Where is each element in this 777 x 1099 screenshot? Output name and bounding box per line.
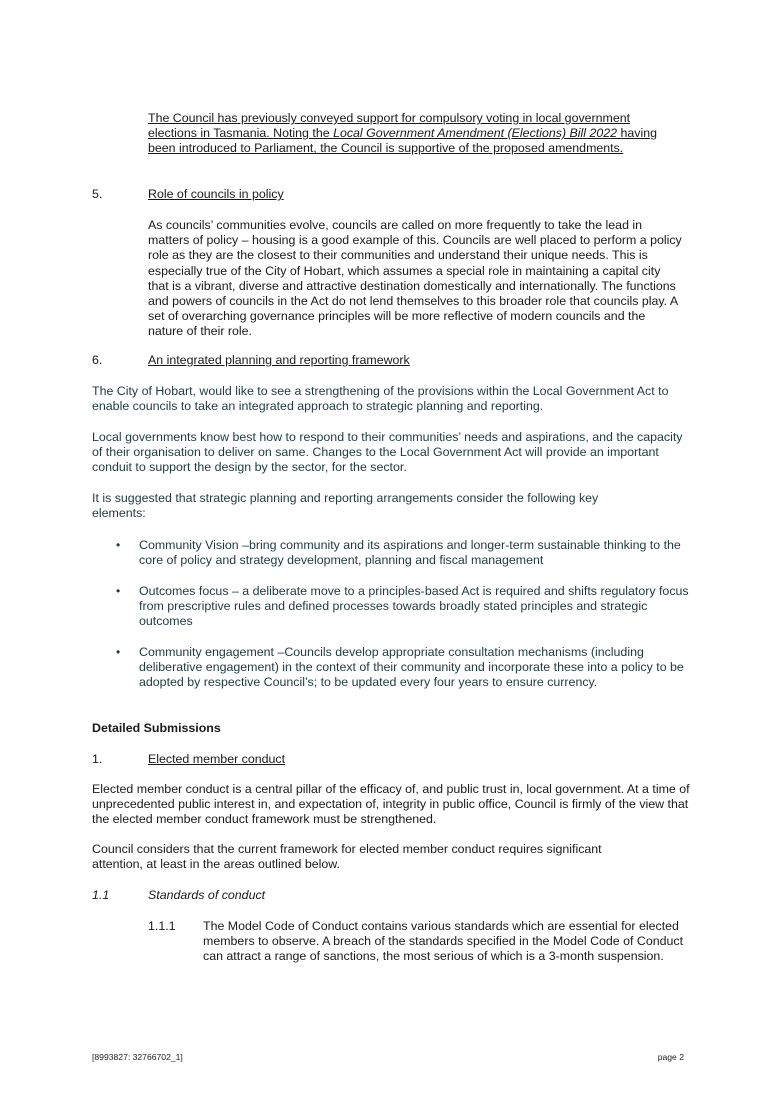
intro-text-part2: having been introduced to Parliament, the Council is supportive of the proposed amendments. [148,126,658,156]
detailed-paragraph-1: Elected member conduct is a central pillar of the efficacy of, and public trust in, local government. At a time of unprecedented public interest in, and expectation of, integrity in public office, Council is firmly of the view that the elected member conduct framework must be strengthened. [92,782,690,827]
intro-text-part1: The Council has previously conveyed support for compulsory voting in local government elections in Tasmania. Noting the [148,111,631,141]
subsection-1-1-heading [0,888,777,904]
clause-number: 1.1.1 [148,919,176,933]
detailed-paragraph-2: Council considers that the current framework for elected member conduct requires significant attention, at least in the areas outlined below. [92,842,602,872]
detailed-submissions-heading: Detailed Submissions [92,721,221,735]
section-6-paragraph-1: The City of Hobart, would like to see a strengthening of the provisions within the Local Government Act to enable councils to take an integrated approach to strategic planning and reporting. [92,384,669,414]
subsection-number: 1.1 [92,888,110,902]
bullet-icon: • [116,645,121,659]
clause-text: The Model Code of Conduct contains various standards which are essential for elected members to observe. A breach of the standards specified in the Model Code of Conduct can attract a range of sanctions, the most serious of which is a 3-month suspension. [203,919,684,964]
bullet-icon: • [116,584,121,598]
document-reference: [8993827: 32766702_1] [92,1052,183,1062]
section-title: Role of councils in policy [148,187,284,201]
item-1-heading [0,752,777,768]
section-5-body: As councils’ communities evolve, councils are called on more frequently to take the lead in matters of policy – housing is a good example of this. Councils are well placed to perform a policy role as they are the closest to their communities and understand their unique needs. This is especially true of the City of Hobart, which assumes a special role in maintaining a capital city that is a vibrant, diverse and attractive destination domestically and internationally. The functions and powers of councils in the Act do not lend themselves to this broader role that councils play. A set of overarching governance principles will be more reflective of modern councils and the nature of their role. [148,218,682,339]
section-6-heading [0,353,777,369]
clause-1-1-1 [0,919,777,979]
list-item-text: Community engagement –Councils develop appropriate consultation mechanisms (including deliberative engagement) in the context of their community and incorporate these into a policy to be adopted by respective Council’s; to be updated every four years to ensure currency. [139,645,684,690]
item-title: Elected member conduct [148,752,286,766]
section-5-heading [0,187,777,203]
section-6-paragraph-2: Local governments know best how to respond to their communities’ needs and aspirations, and the capacity of their organisation to deliver on same. Changes to the Local Government Act will provide an important conduit to support the design by the sector, for the sector. [92,430,683,475]
intro-paragraph [148,111,668,157]
section-title: An integrated planning and reporting framework [148,353,410,367]
intro-bill-title: Local Government Amendment (Elections) Bill 2022 [333,126,618,141]
bullet-icon: • [116,538,121,552]
page-number: page 2 [657,1052,684,1062]
section-number: 6. [92,353,103,367]
item-number: 1. [92,752,103,766]
section-6-paragraph-3: It is suggested that strategic planning and reporting arrangements consider the following key elements: [92,491,599,521]
subsection-title: Standards of conduct [148,888,266,902]
section-number: 5. [92,187,103,201]
list-item-text: Community Vision –bring community and its aspirations and longer-term sustainable thinking to the core of policy and strategy development, planning and fiscal management [139,538,681,568]
list-item-text: Outcomes focus – a deliberate move to a principles-based Act is required and shifts regulatory focus from prescriptive rules and defined processes towards broadly stated principles and strategic outcomes [139,584,689,629]
